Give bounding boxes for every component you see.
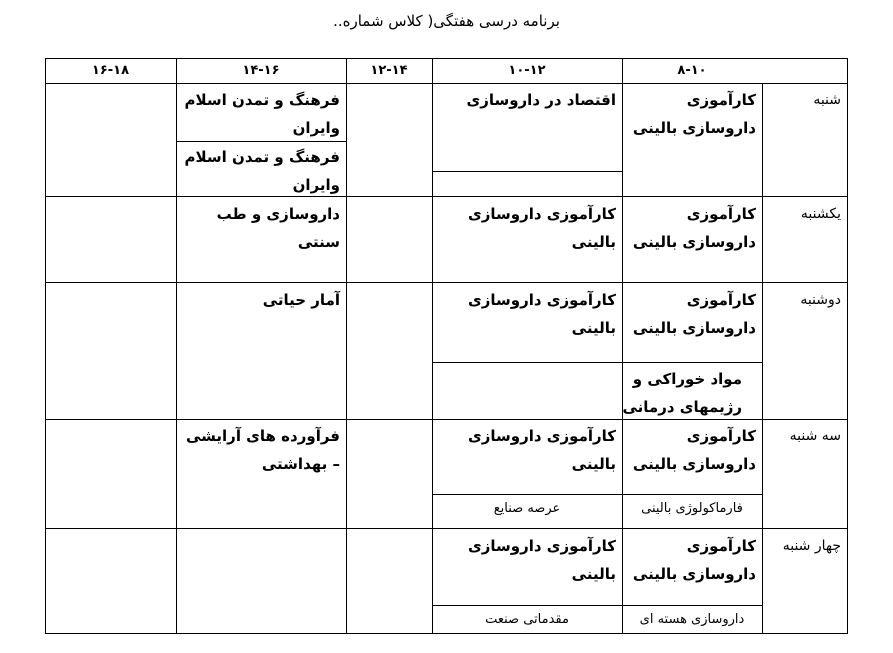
- class-cell: کارآموزی داروسازی بالینی: [632, 427, 756, 473]
- schedule-table: [45, 58, 848, 634]
- header-8-10: ۸-۱۰: [677, 63, 707, 78]
- class-cell: عرصه صنایع: [493, 501, 561, 516]
- class-cell: مقدماتی صنعت: [485, 612, 569, 627]
- header-12-14: ۱۲-۱۴: [370, 63, 408, 78]
- class-cell: فرآورده های آرایشی – بهداشتی: [185, 427, 340, 473]
- row-divider: [45, 282, 848, 283]
- class-cell: کارآموزی داروسازی بالینی: [468, 537, 616, 583]
- class-cell: داروسازی هسته ای: [639, 612, 745, 627]
- class-cell: مواد خوراکی و رژیمهای درمانی: [622, 370, 742, 416]
- header-divider: [45, 83, 848, 84]
- sub-row-divider: [432, 171, 622, 172]
- table-border-right: [847, 58, 848, 634]
- row-divider: [45, 528, 848, 529]
- sub-row-divider: [432, 362, 762, 363]
- class-cell: کارآموزی داروسازی بالینی: [468, 205, 616, 251]
- day-tuesday: سه شنبه: [789, 428, 841, 444]
- day-sunday: یکشنبه: [800, 206, 841, 222]
- class-cell: کارآموزی داروسازی بالینی: [468, 427, 616, 473]
- class-cell: کارآموزی داروسازی بالینی: [632, 291, 756, 337]
- header-10-12: ۱۰-۱۲: [508, 63, 546, 78]
- header-14-16: ۱۴-۱۶: [242, 63, 280, 78]
- page-title: برنامه درسی هفتگی( کلاس شماره..: [333, 12, 560, 30]
- class-cell: فرهنگ و تمدن اسلام وایران: [184, 91, 340, 137]
- class-cell: اقتصاد در داروسازی: [466, 91, 616, 109]
- class-cell: داروسازی و طب سنتی: [216, 205, 340, 251]
- sub-row-divider: [432, 605, 762, 606]
- table-border-bottom: [45, 633, 848, 634]
- table-border-left: [45, 58, 46, 634]
- class-cell: آمار حیاتی: [262, 291, 340, 309]
- class-cell: کارآموزی داروسازی بالینی: [632, 91, 756, 137]
- day-wednesday: چهار شنبه: [782, 538, 841, 554]
- table-border-top: [45, 58, 848, 59]
- class-cell: کارآموزی داروسازی بالینی: [468, 291, 616, 337]
- class-cell: کارآموزی داروسازی بالینی: [632, 537, 756, 583]
- class-cell: فرهنگ و تمدن اسلام وایران: [184, 148, 340, 194]
- day-monday: دوشنبه: [800, 292, 841, 308]
- sub-row-divider: [432, 494, 762, 495]
- class-cell: کارآموزی داروسازی بالینی: [632, 205, 756, 251]
- class-cell: فارماکولوژی بالینی: [641, 501, 743, 516]
- column-divider: [346, 58, 347, 634]
- day-saturday: شنبه: [813, 92, 841, 108]
- row-divider: [45, 196, 848, 197]
- header-16-18: ۱۶-۱۸: [91, 63, 130, 78]
